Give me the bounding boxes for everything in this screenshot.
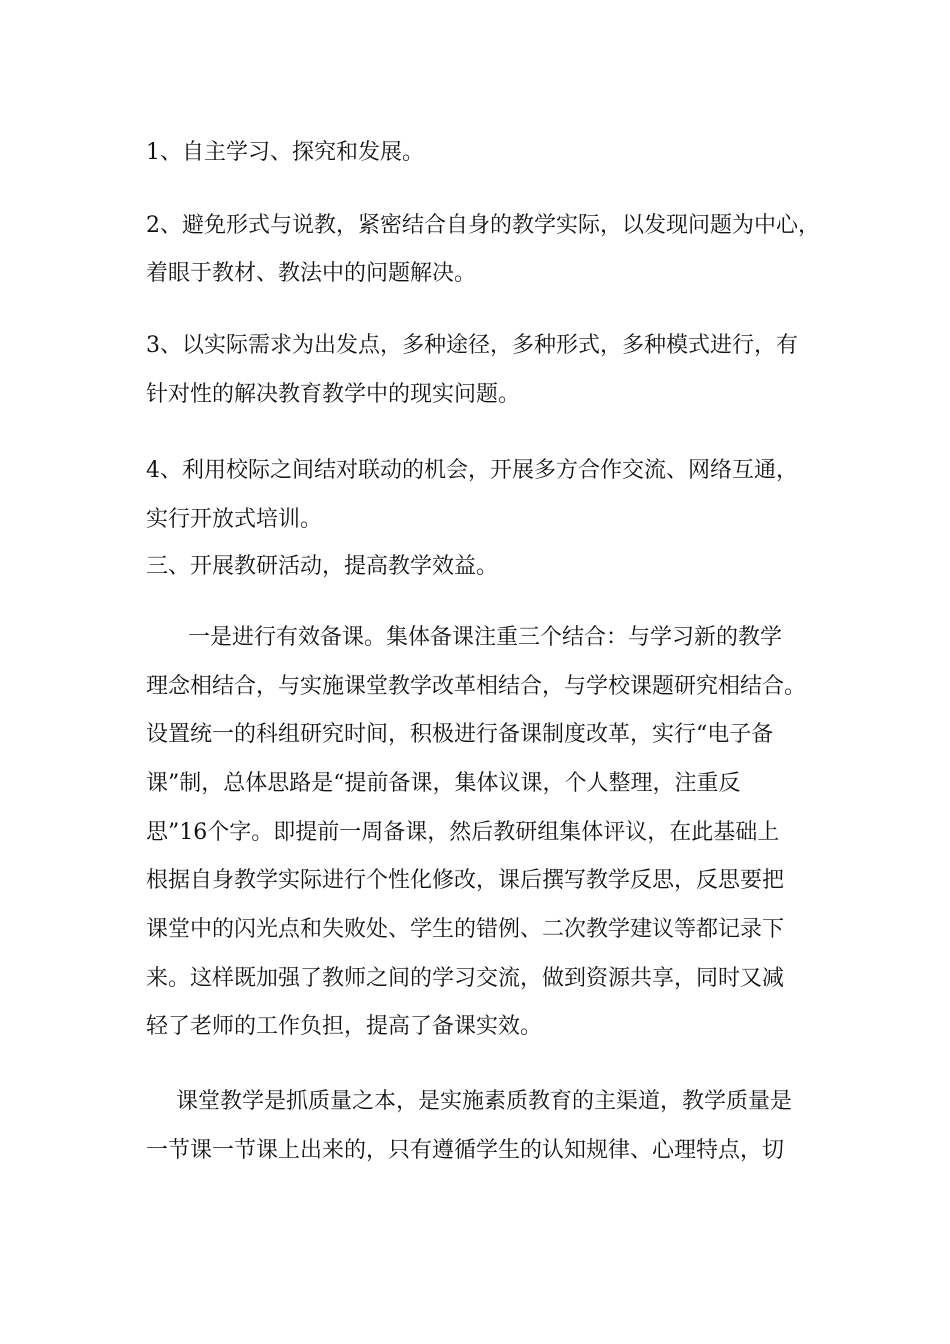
list-item-4-line-1: 4、利用校际之间结对联动的机会，开展多方合作交流、网络互通， (146, 458, 798, 483)
para2-line-1: 课堂教学是抓质量之本，是实施素质教育的主渠道，教学质量是 (176, 1089, 793, 1114)
para1-line-9: 轻了老师的工作负担，提高了备课实效。 (146, 1014, 543, 1039)
para2-line-2: 一节课一节课上出来的，只有遵循学生的认知规律、心理特点，切 (146, 1138, 785, 1163)
section-heading: 三、开展教研活动，提高教学效益。 (146, 554, 499, 579)
list-item-3-line-1: 3、以实际需求为出发点，多种途径，多种形式，多种模式进行，有 (146, 333, 798, 358)
list-item-3-line-2: 针对性的解决教育教学中的现实问题。 (146, 382, 521, 407)
para1-line-7: 课堂中的闪光点和失败处、学生的错例、二次教学建议等都记录下 (146, 917, 785, 942)
para1-line-5: 思”16个字。即提前一周备课，然后教研组集体评议，在此基础上 (146, 820, 780, 845)
list-item-1-line-1: 1、自主学习、探究和发展。 (146, 140, 424, 165)
para1-line-8: 来。这样既加强了教师之间的学习交流，做到资源共享，同时又减 (146, 966, 785, 991)
para1-line-3: 设置统一的科组研究时间，积极进行备课制度改革，实行“电子备 (146, 722, 774, 747)
para1-line-4: 课”制，总体思路是“提前备课，集体议课，个人整理，注重反 (146, 771, 741, 796)
list-item-4-line-2: 实行开放式培训。 (146, 507, 323, 532)
list-item-2-line-2: 着眼于教材、教法中的问题解决。 (146, 261, 477, 286)
para1-line-2: 理念相结合，与实施课堂教学改革相结合，与学校课题研究相结合。 (146, 674, 807, 699)
para1-line-6: 根据自身教学实际进行个性化修改，课后撰写教学反思，反思要把 (146, 868, 785, 893)
list-item-2-line-1: 2、避免形式与说教，紧密结合自身的教学实际，以发现问题为中心， (146, 213, 820, 238)
para1-line-1: 一是进行有效备课。集体备课注重三个结合：与学习新的教学 (188, 625, 783, 650)
